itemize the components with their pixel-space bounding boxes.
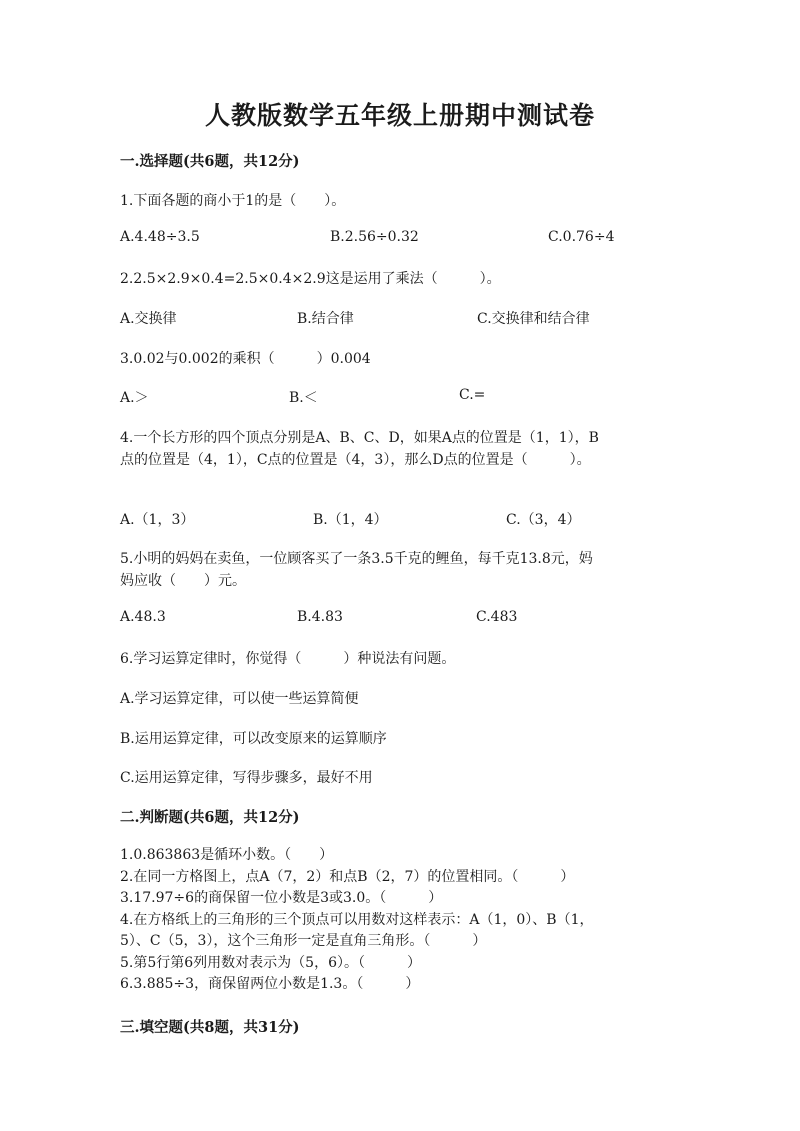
judge-list xyxy=(120,845,680,996)
choice-q5-stem-line1: 5.小明的妈妈在卖鱼，一位顾客买了一条3.5千克的鲤鱼，每千克13.8元，妈 xyxy=(120,551,593,567)
choice-q6-option-a: A.学习运算定律，可以使一些运算简便 xyxy=(120,691,359,707)
choice-q4-option-b: B.（1，4） xyxy=(313,512,388,528)
choice-q1-stem: 1.下面各题的商小于1的是（ ）。 xyxy=(120,193,346,209)
choice-q5-stem-line2: 妈应收（ ）元。 xyxy=(120,573,246,589)
choice-q4-option-a: A.（1，3） xyxy=(120,512,195,528)
choice-q2-stem: 2.2.5×2.9×0.4=2.5×0.4×2.9这是运用了乘法（ ）。 xyxy=(120,271,501,287)
choice-q4-stem-line1: 4.一个长方形的四个顶点分别是A、B、C、D，如果A点的位置是（1，1），B xyxy=(120,430,599,446)
choice-q2-option-a: A.交换律 xyxy=(120,311,177,327)
choice-q6-option-b: B.运用运算定律，可以改变原来的运算顺序 xyxy=(120,731,387,747)
section-judge-heading: 二.判断题(共6题，共12分) xyxy=(120,809,300,826)
choice-q6-option-c: C.运用运算定律，写得步骤多，最好不用 xyxy=(120,770,373,786)
judge-item-5: 5.第5行第6列用数对表示为（5，6）。（ ） xyxy=(120,954,421,971)
judge-item-4-line1: 4.在方格纸上的三角形的三个顶点可以用数对这样表示：A（1，0）、B（1， xyxy=(120,911,594,928)
choice-q3-option-c: C.= xyxy=(459,387,486,403)
judge-item-4-line2: 5）、C（5，3），这个三角形一定是直角三角形。（ ） xyxy=(120,933,487,949)
choice-q3-option-a: A.＞ xyxy=(120,390,149,406)
choice-q1-option-a: A.4.48÷3.5 xyxy=(120,229,200,245)
choice-q5-option-c: C.483 xyxy=(476,609,518,625)
judge-item-2: 2.在同一方格图上，点A（7，2）和点B（2，7）的位置相同。（ ） xyxy=(120,868,575,885)
choice-q2-option-c: C.交换律和结合律 xyxy=(477,311,590,327)
choice-q4-option-c: C.（3，4） xyxy=(506,512,581,528)
choice-q3-option-b: B.＜ xyxy=(289,390,318,406)
judge-item-3: 3.17.97÷6的商保留一位小数是3或3.0。（ ） xyxy=(120,890,443,906)
choice-q2-option-b: B.结合律 xyxy=(297,311,354,327)
choice-q6-stem: 6.学习运算定律时，你觉得（ ）种说法有问题。 xyxy=(120,651,456,667)
choice-q3-stem: 3.0.02与0.002的乘积（ ）0.004 xyxy=(120,351,371,367)
choice-q4-stem-line2: 点的位置是（4，1），C点的位置是（4，3），那么D点的位置是（ ）。 xyxy=(120,452,591,468)
section-choice-heading: 一.选择题(共6题，共12分) xyxy=(120,153,300,170)
choice-q5-option-a: A.48.3 xyxy=(120,609,166,625)
choice-q5-option-b: B.4.83 xyxy=(297,609,343,625)
exam-title: 人教版数学五年级上册期中测试卷 xyxy=(204,101,595,130)
judge-item-6: 6.3.885÷3，商保留两位小数是1.3。（ ） xyxy=(120,976,420,992)
choice-q1-option-b: B.2.56÷0.32 xyxy=(330,229,419,245)
judge-item-1: 1.0.863863是循环小数。（ ） xyxy=(120,847,334,863)
choice-q1-option-c: C.0.76÷4 xyxy=(548,229,615,245)
section-fill-heading: 三.填空题(共8题，共31分) xyxy=(120,1019,300,1036)
